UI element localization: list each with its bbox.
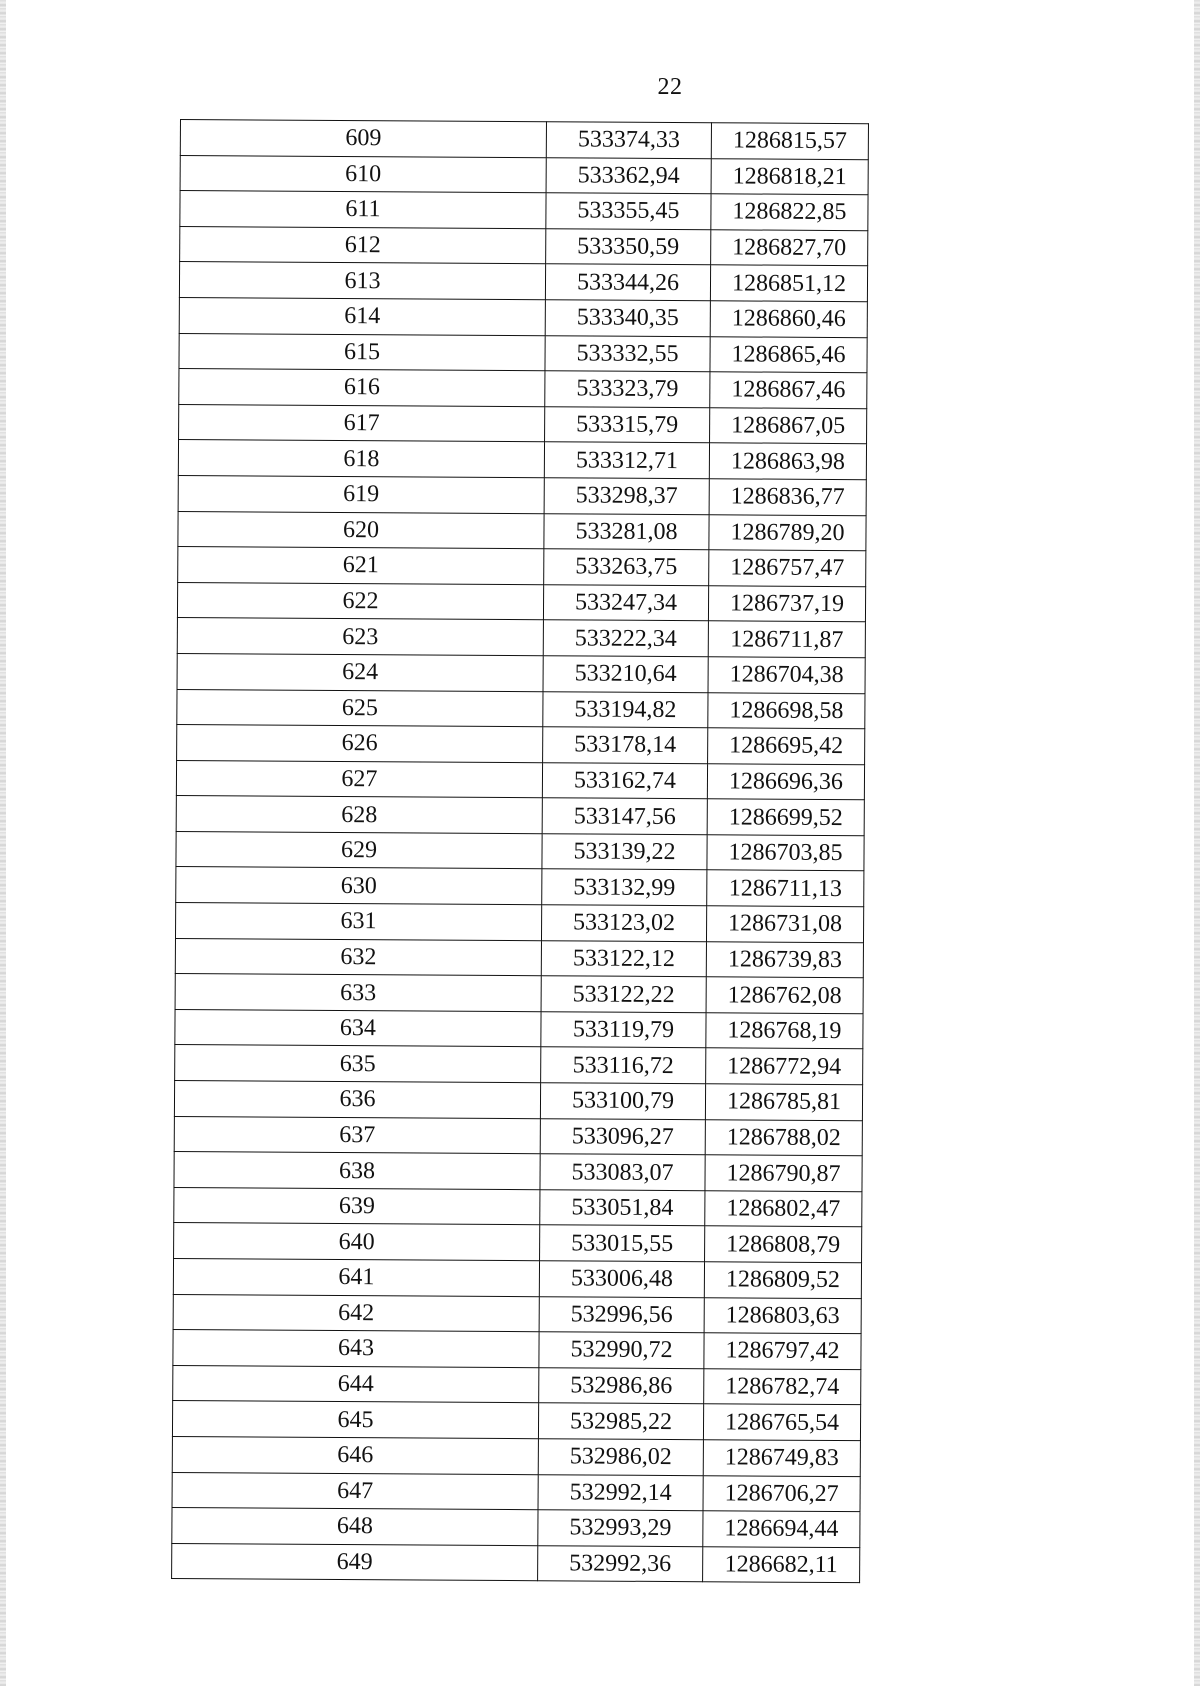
table-row xyxy=(179,369,867,409)
x-coordinate-cell: 532993,29 xyxy=(538,1510,703,1547)
table-row xyxy=(179,404,867,444)
x-coordinate-cell: 533147,56 xyxy=(542,798,707,835)
point-number-cell: 636 xyxy=(174,1081,540,1119)
y-coordinate-cell: 1286803,63 xyxy=(704,1297,861,1334)
x-coordinate-cell: 533122,22 xyxy=(541,976,706,1013)
x-coordinate-cell: 533263,75 xyxy=(544,549,709,586)
point-number-cell: 631 xyxy=(175,903,541,941)
x-coordinate-cell: 533096,27 xyxy=(540,1118,705,1155)
table-row xyxy=(174,1223,862,1263)
y-coordinate-cell: 1286815,57 xyxy=(711,123,868,160)
point-number-cell: 619 xyxy=(178,475,544,513)
y-coordinate-cell: 1286836,77 xyxy=(709,479,866,516)
point-number-cell: 614 xyxy=(179,297,545,335)
x-coordinate-cell: 532990,72 xyxy=(539,1332,704,1369)
y-coordinate-cell: 1286703,85 xyxy=(707,835,864,872)
point-number-cell: 613 xyxy=(179,262,545,300)
table-row xyxy=(172,1401,860,1441)
x-coordinate-cell: 533298,37 xyxy=(544,478,709,515)
point-number-cell: 633 xyxy=(175,974,541,1012)
x-coordinate-cell: 533222,34 xyxy=(543,620,708,657)
x-coordinate-cell: 533281,08 xyxy=(544,513,709,550)
x-coordinate-cell: 532985,22 xyxy=(538,1403,703,1440)
table-row xyxy=(174,1152,862,1192)
x-coordinate-cell: 533210,64 xyxy=(543,656,708,693)
point-number-cell: 627 xyxy=(176,760,542,798)
point-number-cell: 620 xyxy=(178,511,544,549)
table-row xyxy=(178,440,866,480)
point-number-cell: 630 xyxy=(176,867,542,905)
table-row xyxy=(178,511,866,551)
y-coordinate-cell: 1286782,74 xyxy=(704,1369,861,1406)
x-coordinate-cell: 533355,45 xyxy=(546,193,711,230)
point-number-cell: 648 xyxy=(172,1508,538,1546)
table-row xyxy=(174,1116,862,1156)
x-coordinate-cell: 533122,12 xyxy=(541,940,706,977)
y-coordinate-cell: 1286808,79 xyxy=(705,1226,862,1263)
table-row xyxy=(179,262,867,302)
table-row xyxy=(176,867,864,907)
coordinates-table xyxy=(171,119,869,1584)
y-coordinate-cell: 1286731,08 xyxy=(706,906,863,943)
point-number-cell: 649 xyxy=(172,1543,538,1581)
y-coordinate-cell: 1286790,87 xyxy=(705,1155,862,1192)
table-row xyxy=(173,1294,861,1334)
x-coordinate-cell: 533083,07 xyxy=(540,1154,705,1191)
y-coordinate-cell: 1286704,38 xyxy=(708,657,865,694)
table-row xyxy=(180,155,868,195)
x-coordinate-cell: 533178,14 xyxy=(543,727,708,764)
y-coordinate-cell: 1286762,08 xyxy=(706,977,863,1014)
table-row xyxy=(179,297,867,337)
point-number-cell: 624 xyxy=(177,653,543,691)
table-row xyxy=(172,1508,860,1548)
table-row xyxy=(173,1258,861,1298)
y-coordinate-cell: 1286788,02 xyxy=(705,1119,862,1156)
point-number-cell: 634 xyxy=(175,1009,541,1047)
x-coordinate-cell: 533015,55 xyxy=(540,1225,705,1262)
y-coordinate-cell: 1286768,19 xyxy=(706,1013,863,1050)
x-coordinate-cell: 533100,79 xyxy=(540,1083,705,1120)
point-number-cell: 623 xyxy=(177,618,543,656)
y-coordinate-cell: 1286711,87 xyxy=(708,621,865,658)
point-number-cell: 639 xyxy=(174,1187,540,1225)
y-coordinate-cell: 1286757,47 xyxy=(709,550,866,587)
y-coordinate-cell: 1286818,21 xyxy=(711,158,868,195)
point-number-cell: 642 xyxy=(173,1294,539,1332)
scan-edge-right xyxy=(1194,0,1200,1686)
x-coordinate-cell: 533350,59 xyxy=(546,229,711,266)
table-row xyxy=(172,1436,860,1476)
point-number-cell: 646 xyxy=(172,1436,538,1474)
point-number-cell: 609 xyxy=(180,120,546,158)
point-number-cell: 622 xyxy=(177,582,543,620)
table-row xyxy=(175,1009,863,1049)
y-coordinate-cell: 1286797,42 xyxy=(704,1333,861,1370)
point-number-cell: 625 xyxy=(177,689,543,727)
y-coordinate-cell: 1286827,70 xyxy=(711,230,868,267)
y-coordinate-cell: 1286695,42 xyxy=(708,728,865,765)
y-coordinate-cell: 1286802,47 xyxy=(705,1191,862,1228)
page-number: 22 xyxy=(657,74,683,100)
table-row xyxy=(173,1365,861,1405)
x-coordinate-cell: 533315,79 xyxy=(545,406,710,443)
point-number-cell: 638 xyxy=(174,1152,540,1190)
y-coordinate-cell: 1286863,98 xyxy=(709,443,866,480)
x-coordinate-cell: 532992,36 xyxy=(538,1545,703,1582)
y-coordinate-cell: 1286737,19 xyxy=(708,585,865,622)
x-coordinate-cell: 533132,99 xyxy=(542,869,707,906)
table-row xyxy=(174,1187,862,1227)
x-coordinate-cell: 533362,94 xyxy=(546,157,711,194)
x-coordinate-cell: 533123,02 xyxy=(541,905,706,942)
y-coordinate-cell: 1286785,81 xyxy=(705,1084,862,1121)
y-coordinate-cell: 1286772,94 xyxy=(706,1048,863,1085)
table-row xyxy=(172,1472,860,1512)
table-row xyxy=(179,333,867,373)
x-coordinate-cell: 533139,22 xyxy=(542,834,707,871)
point-number-cell: 612 xyxy=(180,226,546,264)
x-coordinate-cell: 533116,72 xyxy=(541,1047,706,1084)
point-number-cell: 626 xyxy=(177,725,543,763)
x-coordinate-cell: 533323,79 xyxy=(545,371,710,408)
x-coordinate-cell: 533162,74 xyxy=(542,762,707,799)
table-row xyxy=(173,1330,861,1370)
point-number-cell: 615 xyxy=(179,333,545,371)
table-row xyxy=(180,120,868,160)
table-row xyxy=(175,938,863,978)
x-coordinate-cell: 533340,35 xyxy=(545,300,710,337)
y-coordinate-cell: 1286765,54 xyxy=(703,1404,860,1441)
table-row xyxy=(177,689,865,729)
x-coordinate-cell: 532996,56 xyxy=(539,1296,704,1333)
table-row xyxy=(175,1045,863,1085)
table-row xyxy=(180,191,868,231)
y-coordinate-cell: 1286739,83 xyxy=(706,941,863,978)
y-coordinate-cell: 1286865,46 xyxy=(710,336,867,373)
table-row xyxy=(175,903,863,943)
x-coordinate-cell: 532992,14 xyxy=(538,1474,703,1511)
y-coordinate-cell: 1286696,36 xyxy=(707,763,864,800)
point-number-cell: 610 xyxy=(180,155,546,193)
table-row xyxy=(177,725,865,765)
y-coordinate-cell: 1286698,58 xyxy=(708,692,865,729)
x-coordinate-cell: 533312,71 xyxy=(544,442,709,479)
table-row xyxy=(175,974,863,1014)
point-number-cell: 644 xyxy=(173,1365,539,1403)
y-coordinate-cell: 1286789,20 xyxy=(709,514,866,551)
table-row xyxy=(176,831,864,871)
scan-edge-left xyxy=(0,0,6,1686)
table-row xyxy=(178,547,866,587)
point-number-cell: 621 xyxy=(178,547,544,585)
y-coordinate-cell: 1286706,27 xyxy=(703,1475,860,1512)
y-coordinate-cell: 1286860,46 xyxy=(710,301,867,338)
table-row xyxy=(174,1081,862,1121)
x-coordinate-cell: 533006,48 xyxy=(539,1261,704,1298)
y-coordinate-cell: 1286699,52 xyxy=(707,799,864,836)
table-row xyxy=(176,796,864,836)
point-number-cell: 611 xyxy=(180,191,546,229)
table-row xyxy=(172,1543,860,1583)
table-row xyxy=(180,226,868,266)
point-number-cell: 640 xyxy=(174,1223,540,1261)
y-coordinate-cell: 1286682,11 xyxy=(703,1546,860,1583)
x-coordinate-cell: 533344,26 xyxy=(545,264,710,301)
table-row xyxy=(177,653,865,693)
x-coordinate-cell: 533051,84 xyxy=(540,1190,705,1227)
y-coordinate-cell: 1286809,52 xyxy=(704,1262,861,1299)
x-coordinate-cell: 533194,82 xyxy=(543,691,708,728)
y-coordinate-cell: 1286867,05 xyxy=(710,407,867,444)
table-row xyxy=(177,582,865,622)
table-row xyxy=(177,618,865,658)
point-number-cell: 632 xyxy=(175,938,541,976)
point-number-cell: 637 xyxy=(174,1116,540,1154)
x-coordinate-cell: 533332,55 xyxy=(545,335,710,372)
y-coordinate-cell: 1286851,12 xyxy=(710,265,867,302)
x-coordinate-cell: 533247,34 xyxy=(543,584,708,621)
point-number-cell: 617 xyxy=(179,404,545,442)
x-coordinate-cell: 532986,02 xyxy=(538,1439,703,1476)
x-coordinate-cell: 532986,86 xyxy=(539,1367,704,1404)
table-row xyxy=(176,760,864,800)
table-row xyxy=(178,475,866,515)
point-number-cell: 635 xyxy=(175,1045,541,1083)
point-number-cell: 629 xyxy=(176,831,542,869)
point-number-cell: 628 xyxy=(176,796,542,834)
coordinates-table-body xyxy=(172,120,869,1584)
y-coordinate-cell: 1286867,46 xyxy=(710,372,867,409)
y-coordinate-cell: 1286694,44 xyxy=(703,1511,860,1548)
point-number-cell: 643 xyxy=(173,1330,539,1368)
point-number-cell: 616 xyxy=(179,369,545,407)
point-number-cell: 641 xyxy=(173,1258,539,1296)
point-number-cell: 618 xyxy=(178,440,544,478)
point-number-cell: 647 xyxy=(172,1472,538,1510)
y-coordinate-cell: 1286711,13 xyxy=(707,870,864,907)
x-coordinate-cell: 533374,33 xyxy=(546,122,711,159)
point-number-cell: 645 xyxy=(172,1401,538,1439)
y-coordinate-cell: 1286822,85 xyxy=(711,194,868,231)
y-coordinate-cell: 1286749,83 xyxy=(703,1440,860,1477)
x-coordinate-cell: 533119,79 xyxy=(541,1012,706,1049)
